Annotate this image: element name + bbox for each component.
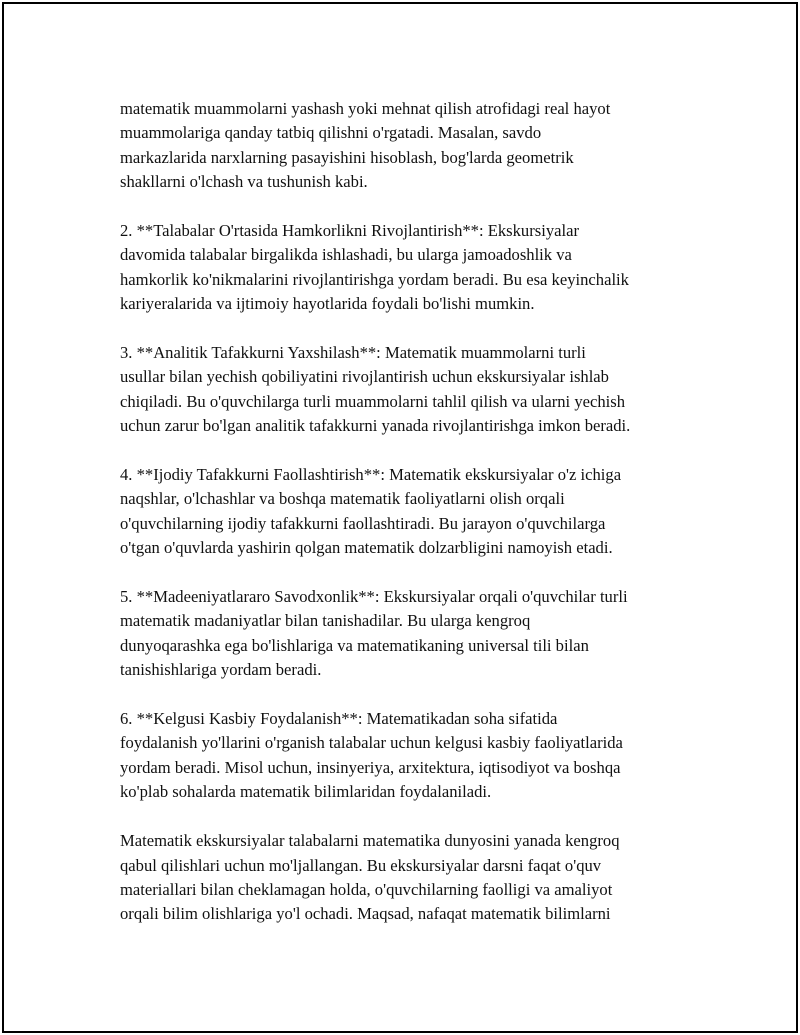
text-line: ko'plab sohalarda matematik bilimlaridan foydalaniladi.	[120, 782, 492, 802]
text-line: 3. **Analitik Tafakkurni Yaxshilash**: Matematik muammolarni turli	[120, 343, 586, 363]
paragraph-item-3	[120, 341, 700, 439]
text-line: Matematik ekskursiyalar talabalarni matematika dunyosini yanada kengroq	[120, 831, 620, 851]
text-line: kariyeralarida va ijtimoiy hayotlarida foydali bo'lishi mumkin.	[120, 294, 535, 314]
document-body	[120, 97, 700, 951]
paragraph-item-6	[120, 707, 700, 805]
text-line: chiqiladi. Bu o'quvchilarga turli muammolarni tahlil qilish va ularni yechish	[120, 391, 626, 411]
text-line: hamkorlik ko'nikmalarini rivojlantirishga yordam beradi. Bu esa keyinchalik	[120, 269, 629, 289]
text-line: matematik madaniyatlar bilan tanishadilar. Bu ularga kengroq	[120, 611, 531, 631]
text-line: tanishishlariga yordam beradi.	[120, 660, 322, 680]
paragraph-conclusion	[120, 829, 700, 927]
paragraph-intro-continuation	[120, 97, 700, 195]
text-line: 6. **Kelgusi Kasbiy Foydalanish**: Matematikadan soha sifatida	[120, 709, 558, 729]
text-line: 5. **Madeeniyatlararo Savodxonlik**: Ekskursiyalar orqali o'quvchilar turli	[120, 587, 628, 607]
text-line: o'quvchilarning ijodiy tafakkurni faollashtiradi. Bu jarayon o'quvchilarga	[120, 513, 606, 533]
text-line: qabul qilishlari uchun mo'ljallangan. Bu ekskursiyalar darsni faqat o'quv	[120, 855, 602, 875]
text-line: matematik muammolarni yashash yoki mehnat qilish atrofidagi real hayot	[120, 99, 611, 118]
text-line: 4. **Ijodiy Tafakkurni Faollashtirish**: Matematik ekskursiyalar o'z ichiga	[120, 465, 622, 485]
text-line: uchun zarur bo'lgan analitik tafakkurni yanada rivojlantirishga imkon beradi.	[120, 416, 631, 436]
text-line: muammolariga qanday tatbiq qilishni o'rgatadi. Masalan, savdo	[120, 123, 542, 143]
text-line: foydalanish yo'llarini o'rganish talabalar uchun kelgusi kasbiy faoliyatlarida	[120, 733, 623, 753]
text-line: usullar bilan yechish qobiliyatini rivojlantirish uchun ekskursiyalar ishlab	[120, 367, 609, 387]
paragraph-item-4	[120, 463, 700, 561]
text-line: yordam beradi. Misol uchun, insinyeriya, arxitektura, iqtisodiyot va boshqa	[120, 757, 621, 777]
text-line: shakllarni o'lchash va tushunish kabi.	[120, 172, 368, 192]
paragraph-item-2	[120, 219, 700, 317]
paragraph-item-5	[120, 585, 700, 683]
text-line: 2. **Talabalar O'rtasida Hamkorlikni Rivojlantirish**: Ekskursiyalar	[120, 221, 579, 241]
text-line: o'tgan o'quvlarda yashirin qolgan matematik dolzarbligini namoyish etadi.	[120, 538, 613, 558]
text-line: orqali bilim olishlariga yo'l ochadi. Maqsad, nafaqat matematik bilimlarni	[120, 904, 611, 924]
text-line: materiallari bilan cheklamagan holda, o'quvchilarning faolligi va amaliyot	[120, 879, 613, 899]
text-line: markazlarida narxlarning pasayishini hisoblash, bog'larda geometrik	[120, 147, 574, 167]
text-line: naqshlar, o'lchashlar va boshqa matematik faoliyatlarni olish orqali	[120, 489, 565, 509]
text-line: davomida talabalar birgalikda ishlashadi, bu ularga jamoadoshlik va	[120, 245, 572, 265]
text-line: dunyoqarashka ega bo'lishlariga va matematikaning universal tili bilan	[120, 635, 589, 655]
document-page	[2, 2, 798, 1033]
